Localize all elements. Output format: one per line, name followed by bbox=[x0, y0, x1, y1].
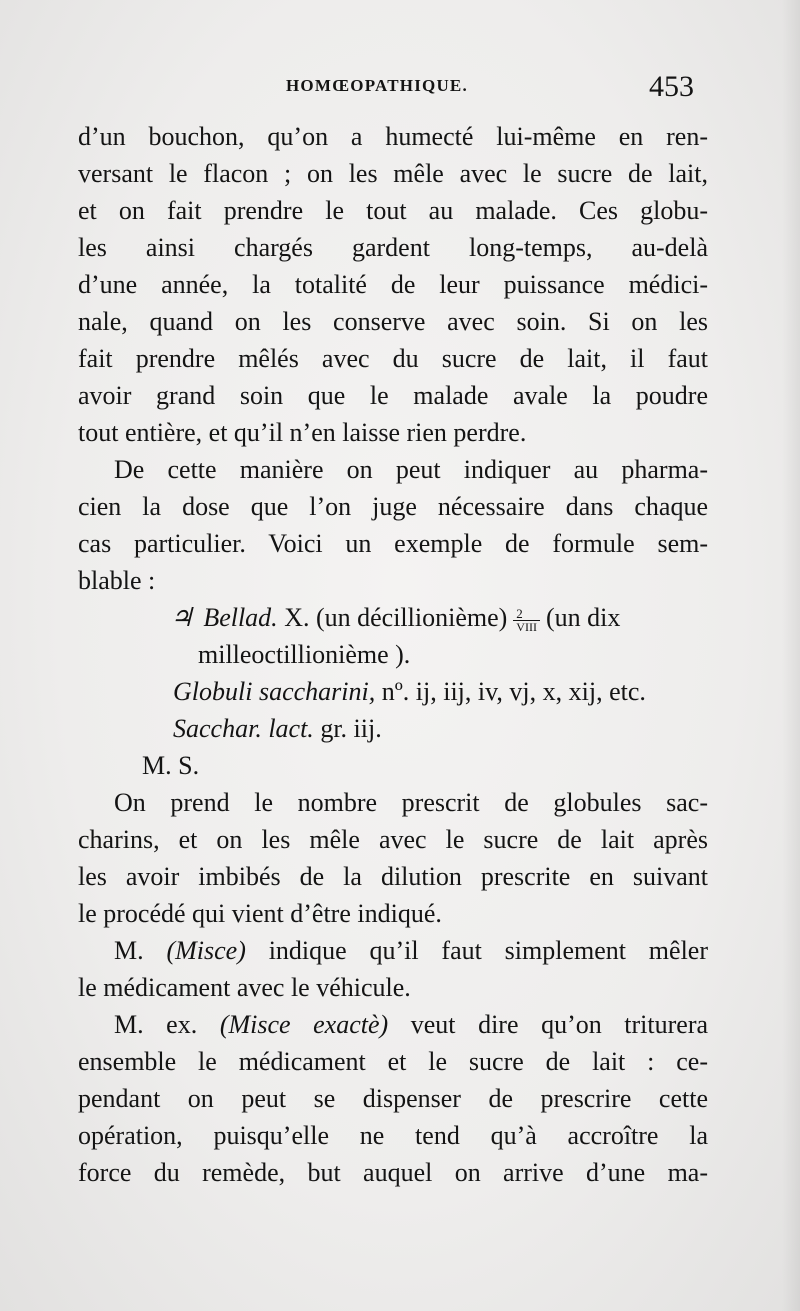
text-line: On prend le nombre prescrit de globules sac- bbox=[114, 788, 708, 817]
sacchar-name: Sacchar. lact. bbox=[173, 714, 314, 743]
text-line: le médicament avec le véhicule. bbox=[78, 973, 411, 1002]
formula-line-sacchar bbox=[78, 710, 708, 747]
text-line: ensemble le médicament et le sucre de lait : ce- bbox=[78, 1047, 708, 1076]
text-line: d’une année, la totalité de leur puissance médici- bbox=[78, 270, 708, 299]
jupiter-symbol: ♃ bbox=[170, 603, 194, 632]
text-line: et on fait prendre le tout au malade. Ces globu- bbox=[78, 196, 708, 225]
definition-text: indique qu’il faut simplement mêler bbox=[268, 936, 708, 965]
fraction-text: (un dix bbox=[545, 603, 621, 632]
text-line: cas particulier. Voici un exemple de formule sem- bbox=[78, 529, 708, 558]
formula-line-continuation: milleoctillionième ). bbox=[198, 640, 411, 669]
text-line: blable : bbox=[78, 566, 156, 595]
abbreviation: M. bbox=[114, 936, 144, 965]
text-line: pendant on peut se dispenser de prescrire cette bbox=[78, 1084, 708, 1113]
text-line: les ainsi chargés gardent long-temps, au-delà bbox=[78, 233, 708, 262]
formula-signature: M. S. bbox=[142, 751, 200, 780]
body-text bbox=[78, 118, 708, 1191]
formula-line-globuli bbox=[78, 673, 708, 710]
text-line: De cette manière on peut indiquer au pharma- bbox=[114, 455, 708, 484]
text-line-misce bbox=[78, 932, 708, 969]
globuli-counts: nº. ij, iij, iv, vj, x, xij, etc. bbox=[381, 677, 646, 706]
text-line: versant le flacon ; on les mêle avec le sucre de lait, bbox=[78, 159, 708, 188]
latin-term: (Misce exactè) bbox=[219, 1010, 389, 1039]
fraction-denominator: VIII bbox=[516, 619, 537, 634]
definition-text: veut dire qu’on triturera bbox=[410, 1010, 708, 1039]
page-number: 453 bbox=[649, 70, 694, 103]
text-line: nale, quand on les conserve avec soin. Si on les bbox=[78, 307, 708, 336]
text-line: tout entière, et qu’il n’en laisse rien perdre. bbox=[78, 418, 527, 447]
text-line: le procédé qui vient d’être indiqué. bbox=[78, 899, 442, 928]
text-line-misce-exacte bbox=[78, 1006, 708, 1043]
text-line: avoir grand soin que le malade avale la poudre bbox=[78, 381, 708, 410]
sacchar-dose: gr. iij. bbox=[320, 714, 382, 743]
page-edge-shadow bbox=[782, 0, 800, 1311]
text-line: charins, et on les mêle avec le sucre de lait après bbox=[78, 825, 708, 854]
fraction-numerator: 2 bbox=[513, 607, 540, 621]
text-line: cien la dose que l’on juge nécessaire dans chaque bbox=[78, 492, 708, 521]
text-line: fait prendre mêlés avec du sucre de lait, il faut bbox=[78, 344, 708, 373]
running-title: HOMŒOPATHIQUE. bbox=[286, 76, 468, 95]
text-line: opération, puisqu’elle ne tend qu’à accroître la bbox=[78, 1121, 708, 1150]
dilution-text: X. (un décillionième) bbox=[284, 603, 508, 632]
page-header bbox=[78, 70, 698, 106]
globuli-name: Globuli saccharini, bbox=[173, 677, 376, 706]
latin-term: (Misce) bbox=[166, 936, 246, 965]
fraction bbox=[513, 607, 540, 634]
text-line: les avoir imbibés de la dilution prescrite en suivant bbox=[78, 862, 708, 891]
formula-line-belladonna bbox=[78, 599, 708, 636]
text-line: d’un bouchon, qu’on a humecté lui-même en ren- bbox=[78, 122, 708, 151]
drug-name: Bellad. bbox=[203, 603, 278, 632]
text-line: force du remède, but auquel on arrive d’une ma- bbox=[78, 1158, 708, 1187]
abbreviation: M. ex. bbox=[114, 1010, 198, 1039]
